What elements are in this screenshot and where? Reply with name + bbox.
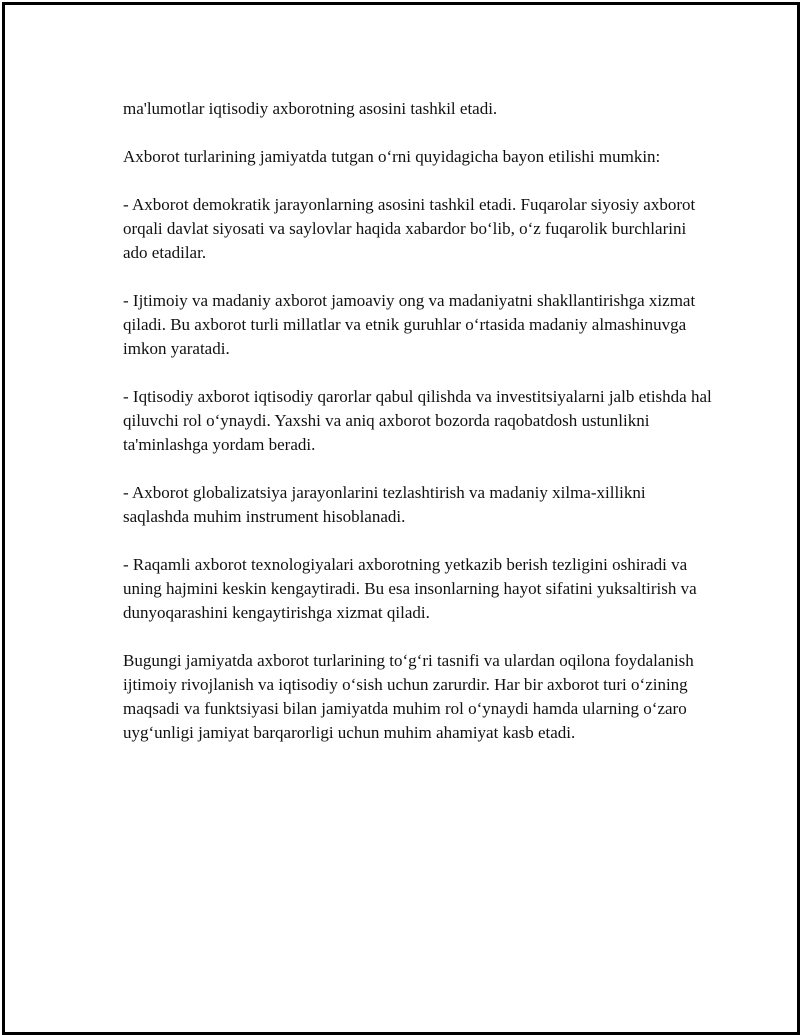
document-body [123, 97, 713, 769]
paragraph-conclusion: Bugungi jamiyatda axborot turlarining to‘g‘ri tasnifi va ulardan oqilona foydalanish ijtimoiy rivojlanish va iqtisodiy o‘sish uchun zarurdir. Har bir axborot turi o‘zining maqsadi va funktsiyasi bilan jamiyatda muhim rol o‘ynaydi hamda ularning o‘zaro uyg‘unligi jamiyat barqarorligi uchun muhim ahamiyat kasb etadi. [123, 651, 694, 742]
paragraph-democratic-processes: - Axborot demokratik jarayonlarning asosini tashkil etadi. Fuqarolar siyosiy axborot orqali davlat siyosati va saylovlar haqida xabardor bo‘lib, o‘z fuqarolik burchlarini ado etadilar. [123, 195, 696, 262]
paragraph-social-cultural: - Ijtimoiy va madaniy axborot jamoaviy ong va madaniyatni shakllantirishga xizmat qiladi. Bu axborot turli millatlar va etnik guruhlar o‘rtasida madaniy almashinuvga imkon yaratadi. [123, 291, 696, 358]
paragraph-globalization: - Axborot globalizatsiya jarayonlarini tezlashtirish va madaniy xilma-xillikni saqlashda muhim instrument hisoblanadi. [123, 483, 646, 526]
paragraph-role-intro: Axborot turlarining jamiyatda tutgan o‘rni quyidagicha bayon etilishi mumkin: [123, 147, 661, 166]
paragraph-digital-technology: - Raqamli axborot texnologiyalari axborotning yetkazib berish tezligini oshiradi va uning hajmini keskin kengaytiradi. Bu esa insonlarning hayot sifatini yuksaltirish va dunyoqarashini kengaytirishga xizmat qiladi. [123, 555, 697, 622]
paragraph-intro-continuation: ma'lumotlar iqtisodiy axborotning asosini tashkil etadi. [123, 99, 498, 118]
paragraph-economic: - Iqtisodiy axborot iqtisodiy qarorlar qabul qilishda va investitsiyalarni jalb etishda hal qiluvchi rol o‘ynaydi. Yaxshi va aniq axborot bozorda raqobatdosh ustunlikni ta'minlashga yordam beradi. [123, 387, 712, 454]
page-border [2, 2, 800, 1035]
